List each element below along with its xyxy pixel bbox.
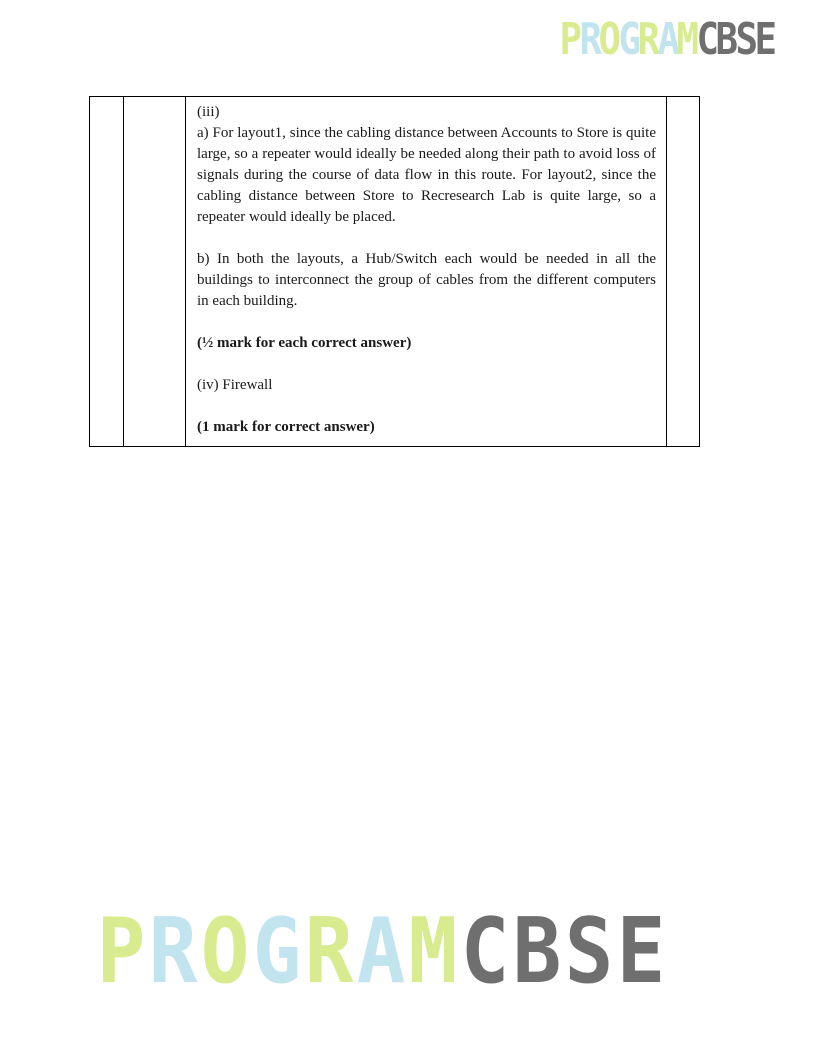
logo-letter: M	[676, 14, 699, 65]
logo-letter: C	[695, 14, 719, 65]
logo-letter: P	[96, 899, 146, 1004]
answer-cell	[186, 97, 667, 447]
part-iv-text: (iv) Firewall	[197, 377, 273, 393]
logo-letter: S	[564, 899, 614, 1004]
logo-letter: G	[252, 899, 302, 1004]
answer-table	[89, 96, 700, 447]
logo-letter: O	[200, 899, 250, 1004]
logo-letter: E	[616, 899, 666, 1004]
part-b-text: b) In both the layouts, a Hub/Switch each would be needed in all the buildings to interconnect the group of cables from the different computers in each building.	[197, 251, 656, 309]
logo-letter: A	[656, 14, 680, 65]
logo-letter: R	[148, 899, 198, 1004]
question-cell	[124, 97, 186, 447]
part-a-text: a) For layout1, since the cabling distance between Accounts to Store is quite large, so a repeater would ideally be needed along their path to avoid loss of signals during the course of data flow in this route. For layout2, since the cabling distance between Store to Recresearch Lab is quite large, so a repeater would ideally be placed.	[197, 125, 656, 225]
logo-letter: R	[578, 14, 602, 65]
part-iii-label: (iii)	[197, 104, 220, 120]
logo-letter: R	[304, 899, 354, 1004]
marks-note-iii: (½ mark for each correct answer)	[197, 335, 412, 351]
logo-letter: S	[734, 14, 758, 65]
logo-letter: C	[460, 899, 510, 1004]
logo-letter: A	[356, 899, 406, 1004]
logo-letter: O	[598, 14, 621, 65]
logo-letter: R	[637, 14, 660, 65]
marks-note-iv: (1 mark for correct answer)	[197, 419, 375, 435]
watermark-logo-top	[558, 14, 777, 65]
watermark-logo-bottom	[94, 899, 666, 1004]
logo-letter: B	[715, 14, 738, 65]
logo-letter: M	[408, 899, 458, 1004]
logo-letter: P	[559, 14, 582, 65]
marks-cell	[667, 97, 700, 447]
logo-letter: G	[617, 14, 641, 65]
serial-cell	[90, 97, 124, 447]
logo-letter: E	[754, 14, 777, 65]
table-row	[90, 97, 700, 447]
logo-letter: B	[512, 899, 562, 1004]
